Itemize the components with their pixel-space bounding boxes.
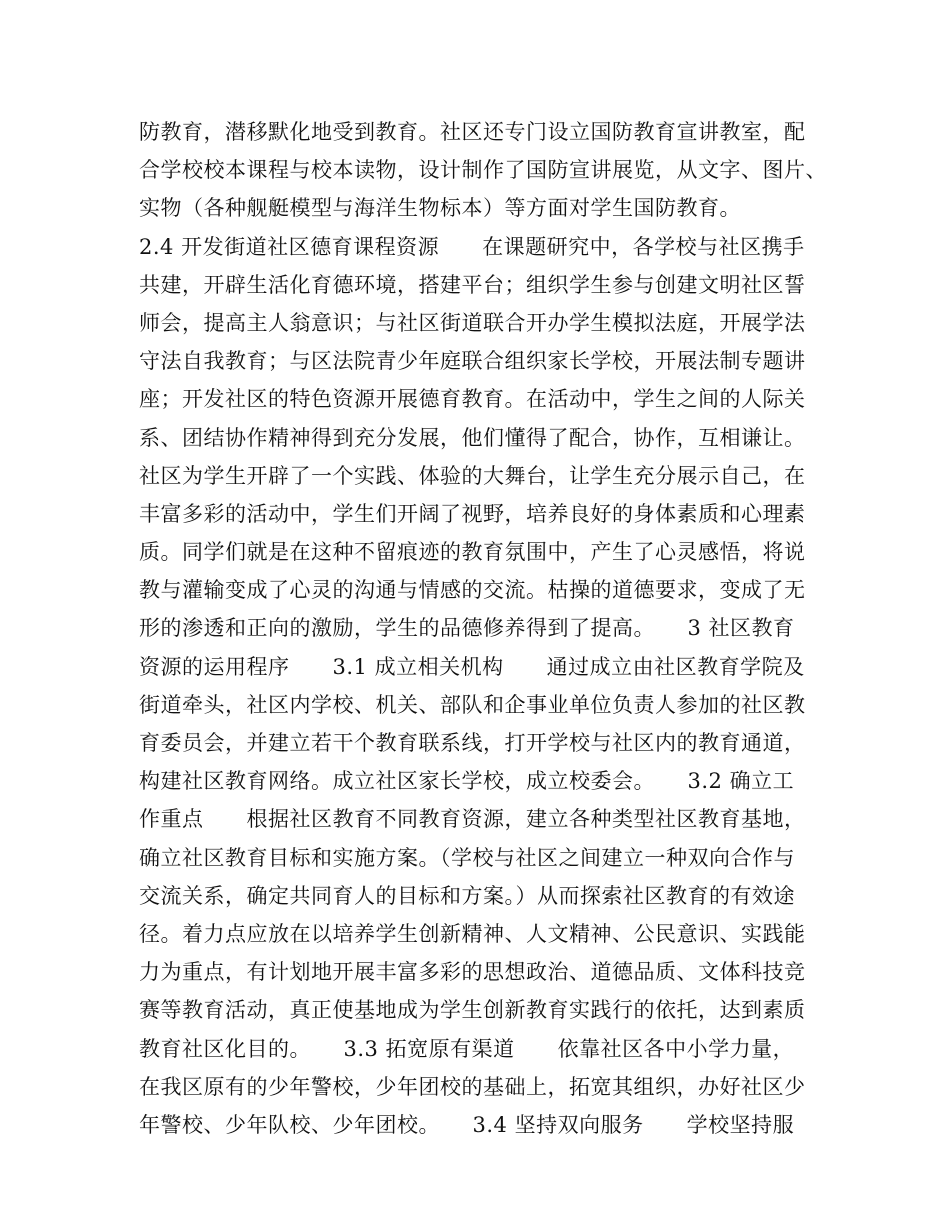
text-line: 防教育，潜移默化地受到教育。社区还专门设立国防教育宣讲教室，配: [139, 120, 806, 144]
text-line: 质。同学们就是在这种不留痕迹的教育氛围中，产生了心灵感悟，将说: [139, 540, 806, 565]
text-line: 2.4 开发街道社区德育课程资源 在课题研究中，各学校与社区携手: [139, 234, 805, 259]
text-line: 教与灌输变成了心灵的沟通与情感的交流。枯操的道德要求，变成了无: [139, 578, 806, 603]
text-line: 径。着力点应放在以培养学生创新精神、人文精神、公民意识、实践能: [139, 921, 806, 946]
text-line: 社区为学生开辟了一个实践、体验的大舞台，让学生充分展示自己，在: [139, 463, 806, 488]
text-line: 系、团结协作精神得到充分发展，他们懂得了配合，协作，互相谦让。: [139, 425, 806, 450]
text-line: 丰富多彩的活动中，学生们开阔了视野，培养良好的身体素质和心理素: [139, 501, 806, 526]
text-line: 师会，提高主人翁意识；与社区街道联合开办学生模拟法庭，开展学法: [139, 310, 806, 335]
text-line: 交流关系，确定共同育人的目标和方案。）从而探索社区教育的有效途: [139, 883, 795, 908]
body-text: [139, 113, 839, 1144]
text-line: 共建，开辟生活化育德环境，搭建平台；组织学生参与创建文明社区誓: [139, 272, 806, 297]
text-line: 确立社区教育目标和实施方案。（学校与社区之间建立一种双向合作与: [139, 845, 795, 870]
text-line: 构建社区教育网络。成立社区家长学校，成立校委会。 3.2 确立工: [139, 769, 795, 794]
text-line: 教育社区化目的。 3.3 拓宽原有渠道 依靠社区各中小学力量，: [139, 1036, 795, 1061]
text-line: 合学校校本课程与校本读物，设计制作了国防宣讲展览，从文字、图片、: [139, 158, 827, 183]
text-line: 育委员会，并建立若干个教育联系线，打开学校与社区内的教育通道，: [139, 731, 806, 755]
text-line: 街道牵头，社区内学校、机关、部队和企事业单位负责人参加的社区教: [139, 692, 806, 717]
text-line: 守法自我教育；与区法院青少年庭联合组织家长学校，开展法制专题讲: [139, 349, 806, 374]
text-line: 作重点 根据社区教育不同教育资源，建立各种类型社区教育基地，: [139, 807, 806, 832]
text-line: 座；开发社区的特色资源开展德育教育。在活动中，学生之间的人际关: [139, 387, 806, 412]
text-line: 力为重点，有计划地开展丰富多彩的思想政治、道德品质、文体科技竞: [139, 960, 806, 985]
text-line: 在我区原有的少年警校，少年团校的基础上，拓宽其组织，办好社区少: [139, 1074, 806, 1099]
text-line: 年警校、少年队校、少年团校。 3.4 坚持双向服务 学校坚持服: [139, 1112, 795, 1137]
text-line: 实物（各种舰艇模型与海洋生物标本）等方面对学生国防教育。: [139, 196, 741, 221]
text-line: 形的渗透和正向的激励，学生的品德修养得到了提高。 3 社区教育: [139, 616, 795, 641]
text-line: 资源的运用程序 3.1 成立相关机构 通过成立由社区教育学院及: [139, 654, 805, 679]
text-line: 赛等教育活动，真正使基地成为学生创新教育实践行的依托，达到素质: [139, 998, 806, 1023]
